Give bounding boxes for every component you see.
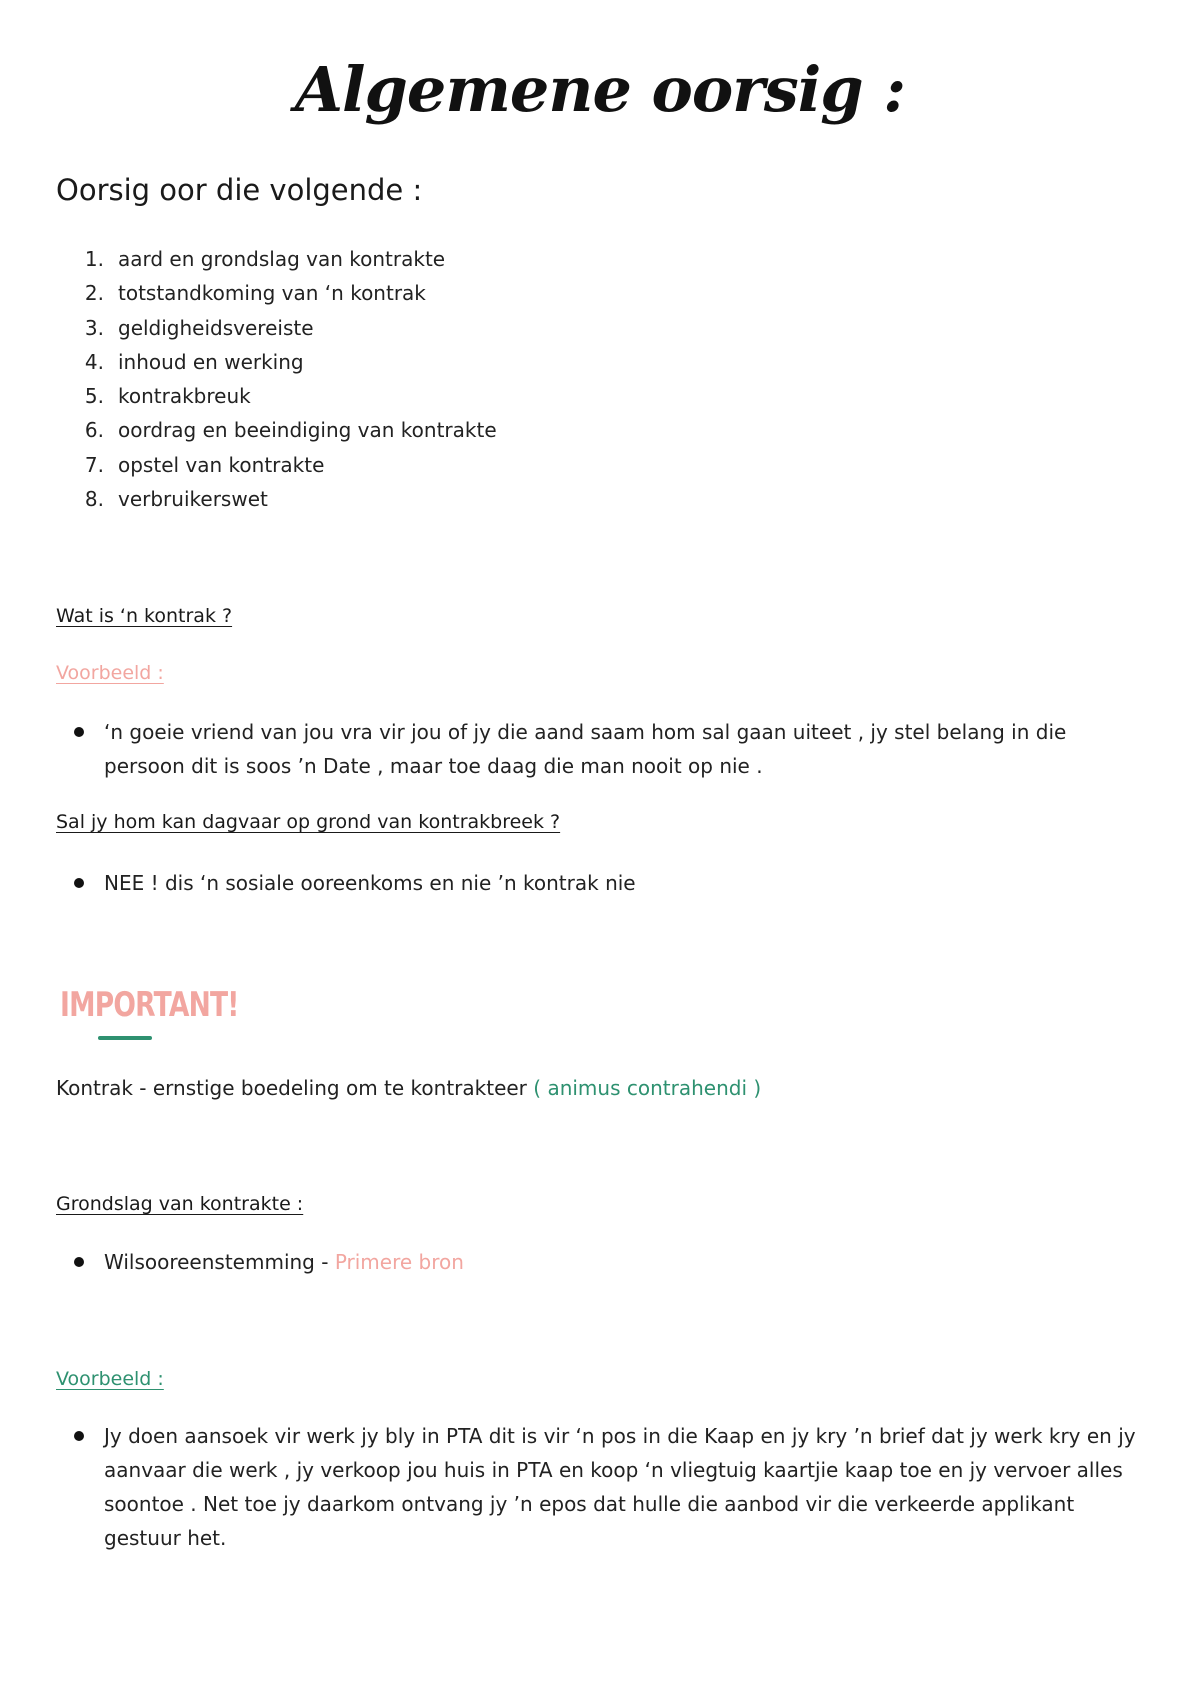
definition-text: Kontrak - ernstige boedeling om te kontrakteer <box>56 1076 527 1100</box>
definition-term: ( animus contrahendi ) <box>533 1076 762 1100</box>
important-underline <box>98 1036 152 1040</box>
list-item <box>56 379 497 413</box>
grondslag-heading: Grondslag van kontrakte : <box>56 1193 304 1215</box>
grondslag-bullet <box>72 1245 1152 1279</box>
bullet-dot <box>74 1257 84 1267</box>
list-number: 3. <box>84 315 104 340</box>
list-text: aard en grondslag van kontrakte <box>118 247 446 271</box>
bullet-dot <box>74 727 84 737</box>
grondslag-item-source: Primere bron <box>334 1250 464 1274</box>
definition-line <box>56 1071 761 1105</box>
example2-bullet <box>72 1419 1152 1550</box>
list-item <box>56 482 497 516</box>
example-label: Voorbeeld : <box>56 662 164 684</box>
example-bullet <box>72 715 1152 785</box>
bullet-dot <box>74 878 84 888</box>
list-item <box>56 345 497 379</box>
list-text: opstel van kontrakte <box>118 452 325 477</box>
list-item <box>56 276 497 310</box>
question-heading: Sal jy hom kan dagvaar op grond van kontrakbreek ? <box>56 811 561 833</box>
list-number: 6. <box>84 418 104 443</box>
list-number: 2. <box>84 281 104 306</box>
page-title: Algemene oorsig : <box>294 53 906 126</box>
what-is-heading: Wat is ‘n kontrak ? <box>56 605 233 627</box>
grondslag-item <box>104 1245 1149 1279</box>
list-text: totstandkoming van ‘n kontrak <box>118 281 426 306</box>
list-number: 5. <box>84 384 104 409</box>
overview-list <box>56 242 497 516</box>
list-item <box>56 311 497 345</box>
list-text: verbruikerswet <box>118 487 268 512</box>
important-label: IMPORTANT! <box>60 985 239 1025</box>
answer-bullet <box>72 866 1152 900</box>
example2-label: Voorbeeld : <box>56 1368 164 1390</box>
list-text: geldigheidsvereiste <box>118 315 314 340</box>
list-item <box>56 242 497 276</box>
list-item <box>56 448 497 482</box>
example2-text: Jy doen aansoek vir werk jy bly in PTA dit is vir ‘n pos in die Kaap en jy kry ’n brief dat jy werk kry en jy aanvaar die werk , jy verkoop jou huis in PTA en koop ‘n vliegtuig kaartjie kaap toe en jy vervoer alles soontoe . Net toe jy daarkom ontvang jy ’n epos dat hulle die aanbod vir die verkeerde applikant gestuur het. <box>104 1424 1136 1550</box>
answer-text: NEE ! dis ‘n sosiale ooreenkoms en nie ’n kontrak nie <box>104 871 636 895</box>
list-text: kontrakbreuk <box>118 384 251 409</box>
list-number: 7. <box>84 452 104 477</box>
list-item <box>56 413 497 447</box>
list-text: inhoud en werking <box>118 349 304 374</box>
list-number: 4. <box>84 349 104 374</box>
bullet-dot <box>74 1431 84 1441</box>
overview-heading: Oorsig oor die volgende : <box>56 173 423 207</box>
list-number: 1. <box>84 247 104 271</box>
example-text: ‘n goeie vriend van jou vra vir jou of jy die aand saam hom sal gaan uiteet , jy stel belang in die persoon dit is soos ’n Date , maar toe daag die man nooit op nie . <box>104 720 1067 778</box>
list-text: oordrag en beeindiging van kontrakte <box>118 418 497 443</box>
grondslag-item-text: Wilsooreenstemming - <box>104 1250 329 1274</box>
list-number: 8. <box>84 487 104 512</box>
